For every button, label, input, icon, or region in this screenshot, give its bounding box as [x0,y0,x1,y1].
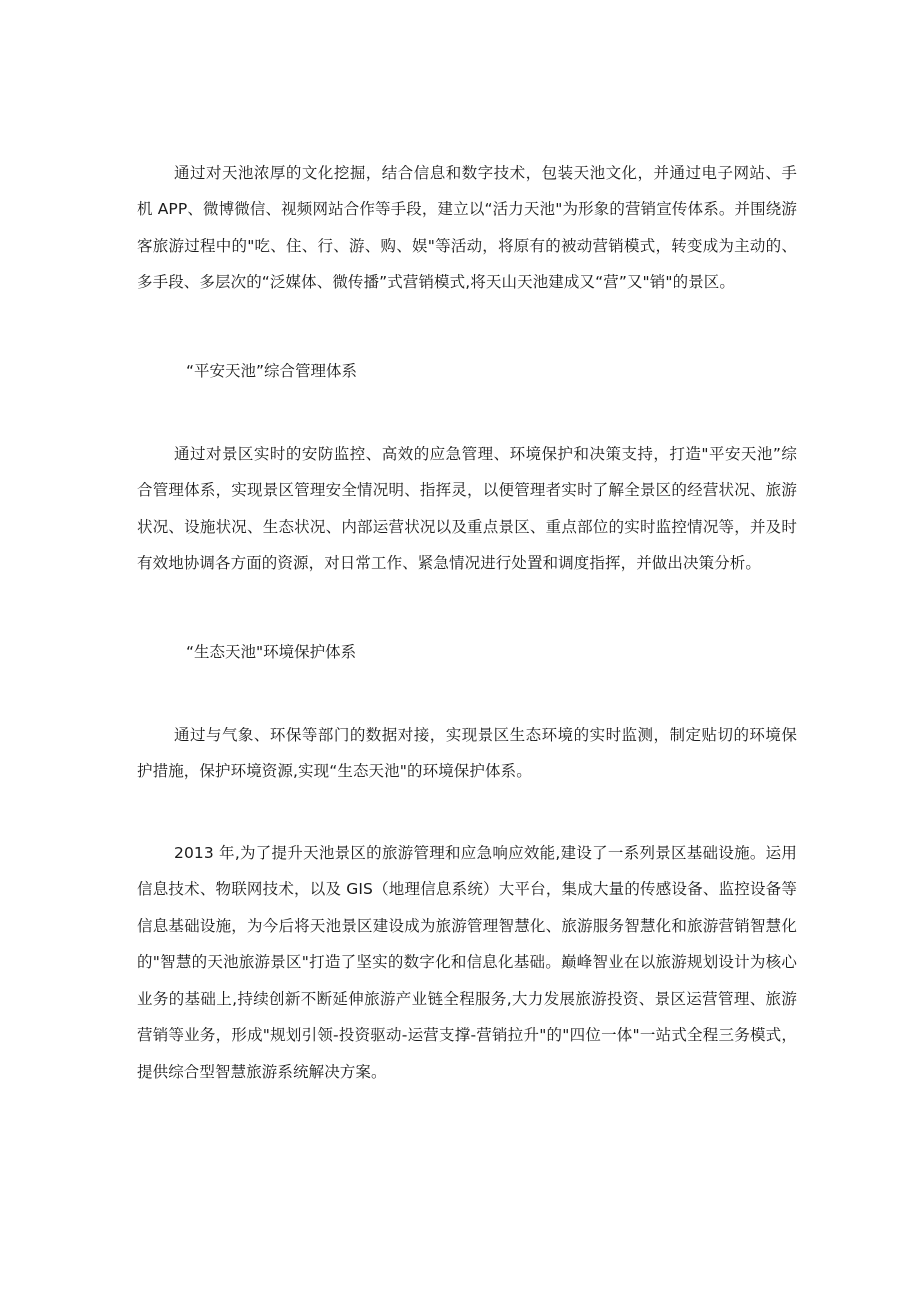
paragraph-eco-protection: 通过与气象、环保等部门的数据对接，实现景区生态环境的实时监测，制定贴切的环境保护措施，保护环境资源,实现“生态天池"的环境保护体系。 [137,725,797,780]
section-heading-safety-management: “平安天池”综合管理体系 [186,362,358,380]
section-heading-eco-protection: “生态天池"环境保护体系 [186,643,357,661]
paragraph-brand-marketing: 通过对天池浓厚的文化挖掘，结合信息和数字技术，包装天池文化，并通过电子网站、手机 APP、微博微信、视频网站合作等手段，建立以“活力天池"为形象的营销宣传体系。并围绕游客旅游过程中的"吃、住、行、游、购、娱"等活动，将原有的被动营销模式，转变成为主动的、多手段、多层次的“泛媒体、微传播”式营销模式,将天山天池建成又“营”又"销"的景区。 [137,163,797,291]
paragraph-smart-tourism: 2013 年,为了提升天池景区的旅游管理和应急响应效能,建设了一系列景区基础设施。运用信息技术、物联网技术，以及 GIS（地理信息系统）大平台，集成大量的传感设备、监控设备等信息基础设施，为今后将天池景区建设成为旅游管理智慧化、旅游服务智慧化和旅游营销智慧化的"智慧的天池旅游景区"打造了坚实的数字化和信息化基础。巅峰智业在以旅游规划设计为核心业务的基础上,持续创新不断延伸旅游产业链全程服务,大力发展旅游投资、景区运营管理、旅游营销等业务，形成"规划引领-投资驱动-运营支撑-营销拉升"的"四位一体"一站式全程三务模式，提供综合型智慧旅游系统解决方案。 [137,843,797,1081]
paragraph-safety-management: 通过对景区实时的安防监控、高效的应急管理、环境保护和决策支持，打造"平安天池”综合管理体系，实现景区管理安全情况明、指挥灵，以便管理者实时了解全景区的经营状况、旅游状况、设施状况、生态状况、内部运营状况以及重点景区、重点部位的实时监控情况等，并及时有效地协调各方面的资源，对日常工作、紧急情况进行处置和调度指挥，并做出决策分析。 [137,444,797,572]
